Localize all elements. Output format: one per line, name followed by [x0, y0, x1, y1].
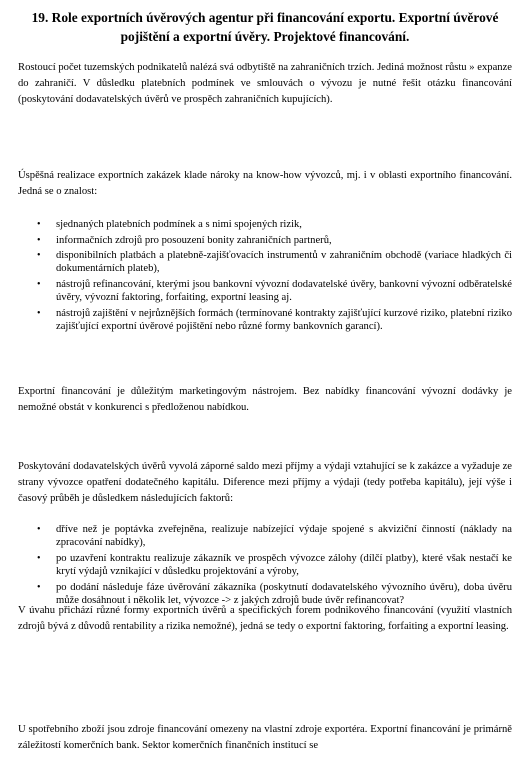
list-item-text: sjednaných platebních podmínek a s nimi spojených rizik, [56, 219, 302, 230]
list-item [18, 218, 512, 231]
list-item [18, 278, 512, 304]
paragraph-export-credit-forms: V úvahu přichází různé formy exportních úvěrů a specifických forem podnikového financování (využití vlastních zdrojů bývá z důvodů rentability a rizika nemožné), jedná se tedy o exportní faktoring, forfaiting a exportní leasing. [18, 605, 512, 633]
list-item-text: nástrojů zajištění v nejrůznějších formách (termínované kontrakty zajišťující kurzové riziko, platební riziko zajišťující exportní úvěrové pojištění nebo různé formy bankovních garancí). [56, 307, 512, 332]
bullet-icon: • [37, 307, 41, 319]
bullet-icon: • [37, 581, 41, 593]
paragraph-know-how: Úspěšná realizace exportních zakázek klade nároky na know-how vývozců, mj. i v oblasti exportního financování. Jedná se o znalost: [18, 170, 512, 198]
bullet-icon: • [37, 250, 41, 262]
list-item-text: po uzavření kontraktu realizuje zákazník ve prospěch vývozce zálohy (dílčí platby), které však nestačí ke krytí výdajů vznikající v důsledku projektování a výroby, [56, 552, 512, 577]
list-item-text: disponibilních platbách a platebně-zajišťovacích instrumentů v zahraničním obchodě (variace hladkých či dokumentárních plateb), [56, 250, 512, 275]
list-item-text: nástrojů refinancování, kterými jsou bankovní vývozní dodavatelské úvěry, bankovní vývozní odběratelské úvěry, vývozní faktoring, forfaiting, exportní leasing aj. [56, 278, 512, 304]
factors-list [18, 523, 512, 607]
paragraph-marketing: Exportní financování je důležitým marketingovým nástrojem. Bez nabídky financování vývozní dodávky je nemožné obstát v konkurenci s předloženou nabídkou. [18, 386, 512, 414]
bullet-icon: • [37, 234, 41, 246]
bullet-icon: • [37, 552, 41, 564]
list-item [18, 249, 512, 275]
document-title: 19. Role exportních úvěrových agentur při financování exportu. Exportní úvěrové pojištění a exportní úvěry. Projektové financování. [31, 10, 499, 44]
list-item [18, 234, 512, 247]
list-item-text: informačních zdrojů pro posouzení bonity zahraničních partnerů, [56, 234, 332, 246]
bullet-icon: • [37, 524, 41, 535]
bullet-icon: • [37, 278, 41, 290]
bullet-icon: • [37, 219, 41, 230]
knowledge-list [18, 218, 512, 333]
paragraph-supplier-credit: Poskytování dodavatelských úvěrů vyvolá záporné saldo mezi příjmy a výdaji vztahující se k zakázce a vyžaduje ze strany vývozce opatření dodatečného kapitálu. Diference mezi příjmy a výdaji (tedy potřeba kapitálu), její výše i časový průběh je důsledkem následujících faktorů: [18, 461, 512, 505]
list-item-text: dříve než je poptávka zveřejněna, realizuje nabízející výdaje spojené s akviziční činností (náklady na zpracování nabídky), [56, 524, 512, 549]
paragraph-intro: Rostoucí počet tuzemských podnikatelů nalézá svá odbytiště na zahraničních trzích. Jediná možnost růstu » expanze do zahraničí. V důsledku platebních podmínek ve smlouvách o vývozu je nutné řešit otázku financování (poskytování dodavatelských úvěrů ve prospěch zahraničních kupujících). [18, 62, 512, 106]
paragraph-consumer-goods: U spotřebního zboží jsou zdroje financování omezeny na vlastní zdroje exportéra. Exportní financování je primárně záležitostí komerčních bank. Sektor komerčních finančních institucí se [18, 724, 512, 752]
list-item [18, 552, 512, 578]
list-item-text: po dodání následuje fáze úvěrování zákazníka (poskytnutí dodavatelského vývozního úvěru), doba úvěru může dosáhnout i několik let, vývozce -> z jakých zdrojů bude úvěr refinancovat? [56, 581, 512, 606]
list-item [18, 307, 512, 333]
list-item [18, 523, 512, 549]
